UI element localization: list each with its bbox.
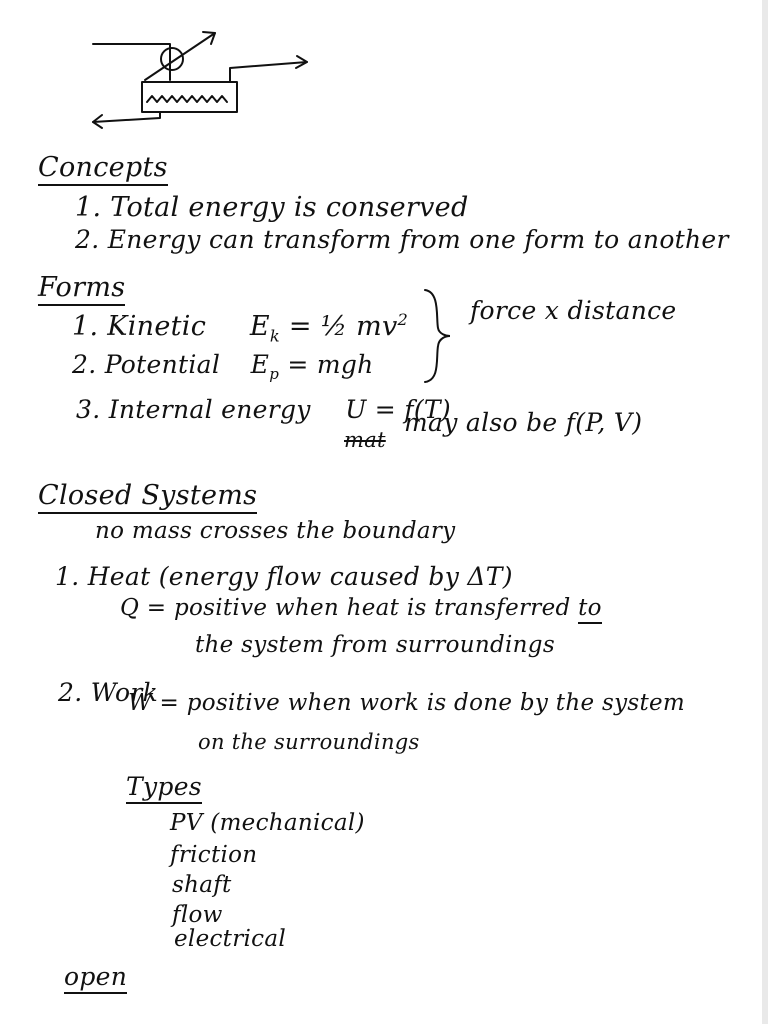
form-kinetic [72,310,408,345]
internal-eq: U = f(T) [345,395,451,424]
system-sketch-diagram [85,25,320,135]
outlet-line [230,62,307,82]
form-internal [76,395,451,424]
types-item-shaft: shaft [172,872,232,898]
valve-arrow [145,33,215,80]
kinetic-eq-rhs: = ½ mv [288,311,398,342]
types-heading: Types [126,772,202,804]
concepts-heading: Concepts [38,152,168,186]
bottom-line [93,112,160,122]
kinetic-eq-lhs: E [249,311,270,342]
heat-label: 1. Heat (energy flow caused by ΔT) [55,562,513,591]
potential-label: 2. Potential [72,350,221,379]
work-label: 2. Work [58,678,159,707]
concept-item-1: 1. Total energy is conserved [75,192,469,223]
heat-q-line-1 [120,595,602,621]
open-heading: open [64,962,127,994]
types-item-flow: flow [172,902,223,928]
work-w-line-1: W = positive when work is done by the system [128,690,686,716]
crossed-out-word: mat [344,428,386,452]
potential-eq-rhs: = mgh [287,350,374,379]
kinetic-eq-sub: k [269,326,281,346]
closed-systems-heading: Closed Systems [38,480,257,514]
types-item-pv: PV (mechanical) [170,810,365,836]
internal-note: may also be f(P, V) [404,408,643,437]
forms-heading: Forms [38,272,125,306]
heat-q-to-underlined: to [578,595,602,624]
kinetic-label: 1. Kinetic [72,311,207,342]
work-w-line-2: on the surroundings [198,730,420,754]
curly-brace [422,288,452,384]
heat-q-line-1-text: Q = positive when heat is transferred [120,595,579,621]
concept-item-2: 2. Energy can transform from one form to another [75,225,729,254]
kinetic-eq-sup: 2 [397,310,409,329]
heat-q-line-2: the system from surroundings [195,632,555,658]
form-potential [72,350,374,383]
page-edge [762,0,768,1024]
potential-eq-sub: p [269,365,280,383]
brace-note: force x distance [470,296,677,325]
types-item-electrical: electrical [174,926,287,952]
closed-systems-subtitle: no mass crosses the boundary [95,518,456,544]
types-item-friction: friction [170,842,258,868]
potential-eq-lhs: E [250,350,270,379]
inlet-line [93,44,170,80]
heater-coil [147,96,227,102]
internal-label: 3. Internal energy [76,395,311,424]
